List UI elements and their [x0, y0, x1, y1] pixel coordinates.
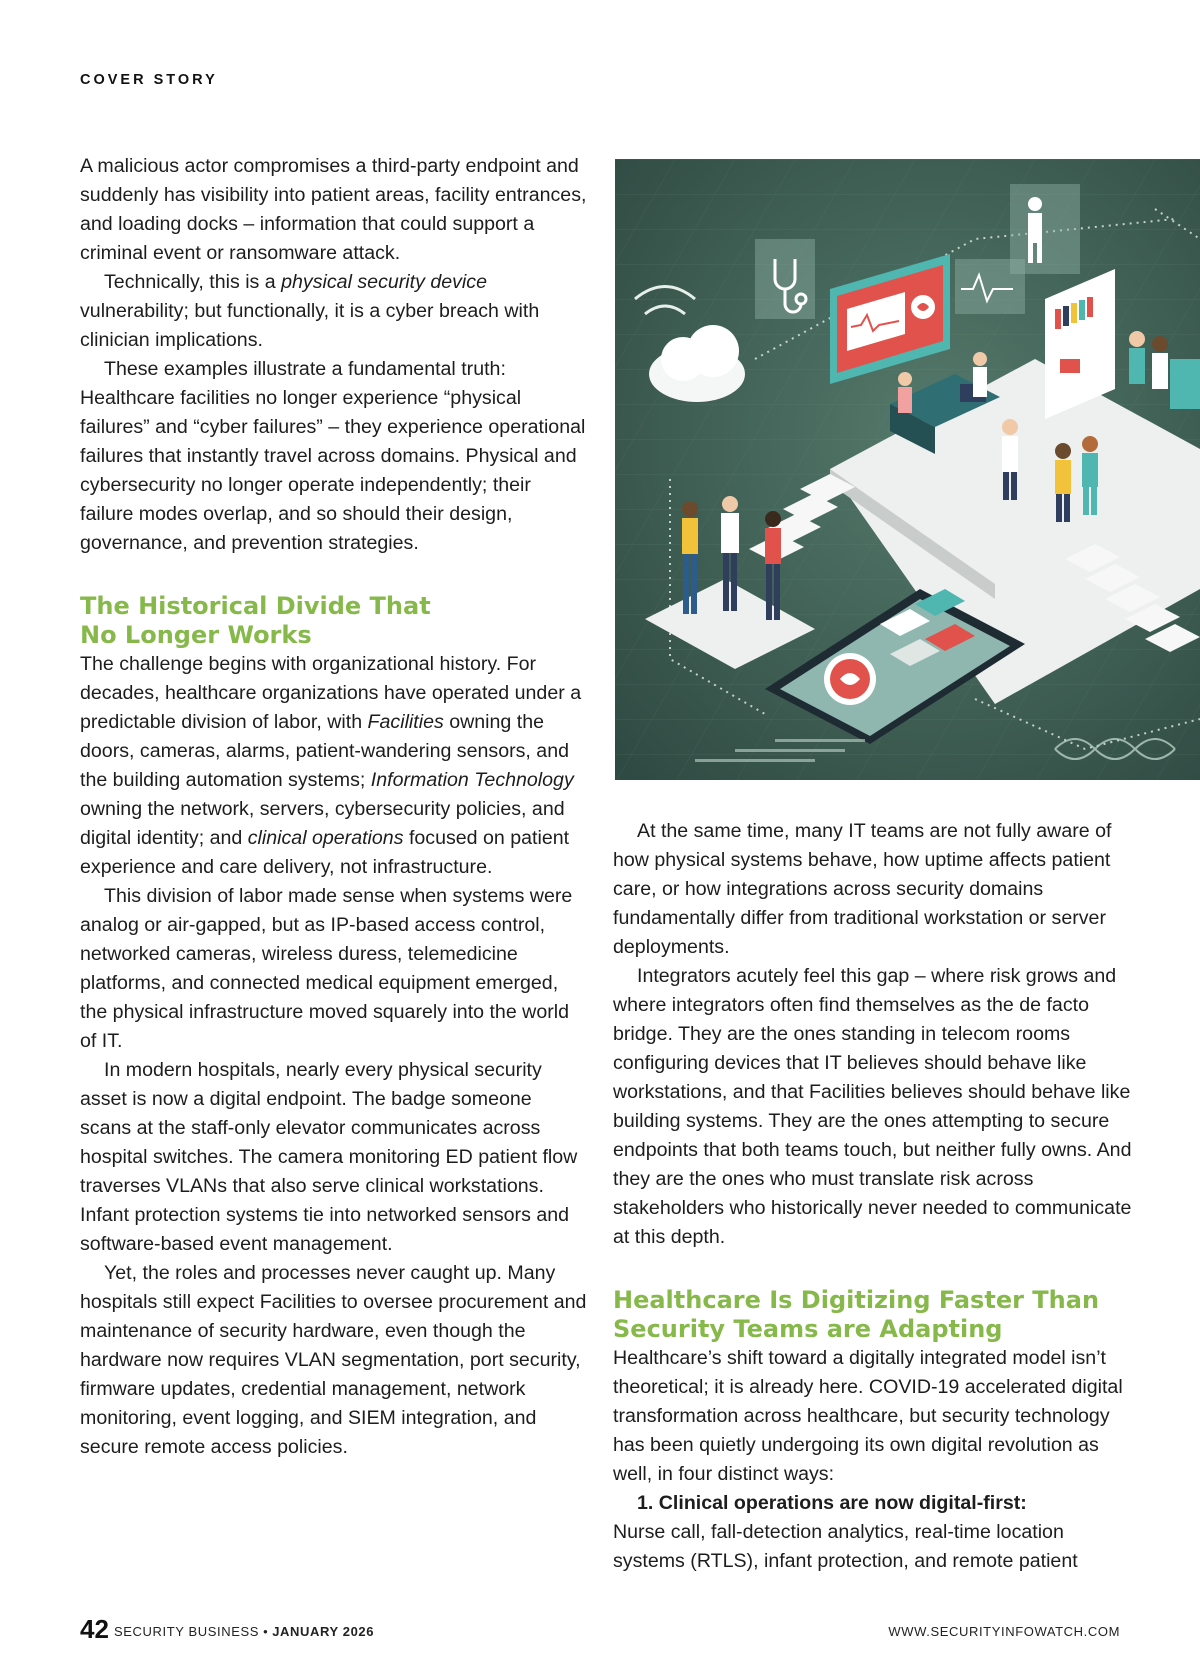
stethoscope-icon — [755, 239, 815, 319]
heading-line: Security Teams are Adapting — [613, 1315, 1003, 1343]
text-run: owning the doors, cameras, alarms, patient-wandering sensors, and the building automation systems; — [80, 711, 569, 791]
section-heading — [613, 1286, 1133, 1344]
page-footer — [80, 1614, 1120, 1644]
heading-line: The Historical Divide That — [80, 592, 431, 620]
text-run: Technically, this is a — [104, 271, 282, 293]
text-run: The challenge begins with organizational history. For decades, healthcare organizations have operated under a predictable division of labor, with — [80, 653, 582, 733]
cover-illustration — [615, 159, 1200, 780]
publication-line — [114, 1624, 374, 1639]
heartbeat-card — [955, 259, 1025, 314]
paragraph: In modern hospitals, nearly every physical security asset is now a digital endpoint. The badge someone scans at the staff-only elevator communicates across hospital switches. The camera monitoring ED patient flow traverses VLANs that also serve clinical workstations. Infant protection systems tie into networked sensors and software-based event management. — [80, 1059, 578, 1255]
heading-line: Healthcare Is Digitizing Faster Than — [613, 1286, 1100, 1314]
paragraph: This division of labor made sense when systems were analog or air-gapped, but as IP-based access control, networked cameras, wireless duress, telemedicine platforms, and connected medical equipment emerged, the physical infrastructure moved squarely into the world of IT. — [80, 885, 573, 1052]
left-column — [80, 152, 588, 1462]
paragraph: Healthcare’s shift toward a digitally integrated model isn’t theoretical; it is already here. COVID-19 accelerated digital transformation across healthcare, but security technology has been quietly undergoing its own digital revolution as well, in four distinct ways: — [613, 1347, 1123, 1485]
section-kicker: COVER STORY — [80, 72, 218, 88]
italic-text: Facilities — [367, 711, 444, 733]
paragraph: These examples illustrate a fundamental truth: Healthcare facilities no longer experience “physical failures” and “cyber failures” – they experience operational failures that instantly travel across domains. Physical and cybersecurity no longer operate independently; their failure modes overlap, and so should their design, governance, and prevention strategies. — [80, 358, 586, 554]
heading-line: No Longer Works — [80, 621, 312, 649]
paragraph: Yet, the roles and processes never caught up. Many hospitals still expect Facilities to oversee procurement and maintenance of security hardware, even though the hardware now requires VLAN segmentation, port security, firmware updates, credential management, network monitoring, event logging, and SIEM integration, and secure remote access policies. — [80, 1262, 587, 1458]
numbered-item — [613, 1489, 1133, 1518]
paragraph — [80, 268, 588, 355]
text-run: focused on patient experience and care delivery, not infrastructure. — [80, 827, 570, 878]
separator: • — [263, 1624, 269, 1639]
isometric-hospital-illustration — [615, 159, 1200, 780]
paragraph: Nurse call, fall-detection analytics, real-time location systems (RTLS), infant protection, and remote patient — [613, 1521, 1078, 1572]
paragraph — [80, 650, 588, 882]
section-heading — [80, 592, 588, 650]
paragraph: A malicious actor compromises a third-party endpoint and suddenly has visibility into patient areas, facility entrances, and loading docks – information that could support a criminal event or ransomware attack. — [80, 155, 587, 264]
text-run: vulnerability; but functionally, it is a cyber breach with clinician implications. — [80, 300, 540, 351]
issue-date: JANUARY 2026 — [272, 1624, 375, 1639]
page-number: 42 — [80, 1614, 109, 1644]
paragraph: At the same time, many IT teams are not fully aware of how physical systems behave, how uptime affects patient care, or how integrations across security domains fundamentally differ from traditional workstation or server deployments. — [613, 820, 1112, 958]
website-url: WWW.SECURITYINFOWATCH.COM — [888, 1624, 1120, 1639]
italic-text: Information Technology — [370, 769, 574, 791]
italic-text: clinical operations — [247, 827, 404, 849]
item-label: 1. Clinical operations are now digital-first: — [637, 1492, 1027, 1514]
text-run: owning the network, servers, cybersecurity policies, and digital identity; and — [80, 798, 565, 849]
italic-text: physical security device — [281, 271, 487, 293]
paragraph: Integrators acutely feel this gap – where risk grows and where integrators often find themselves as the de facto bridge. They are the ones standing in telecom rooms configuring devices that IT believes should behave like workstations, and that Facilities believes should behave like building systems. They are the ones attempting to secure endpoints that both teams touch, but neither fully owns. And they are the ones who must translate risk across stakeholders who historically never needed to communicate at this depth. — [613, 965, 1132, 1248]
publication-name: SECURITY BUSINESS — [114, 1624, 260, 1639]
right-column — [613, 817, 1133, 1576]
